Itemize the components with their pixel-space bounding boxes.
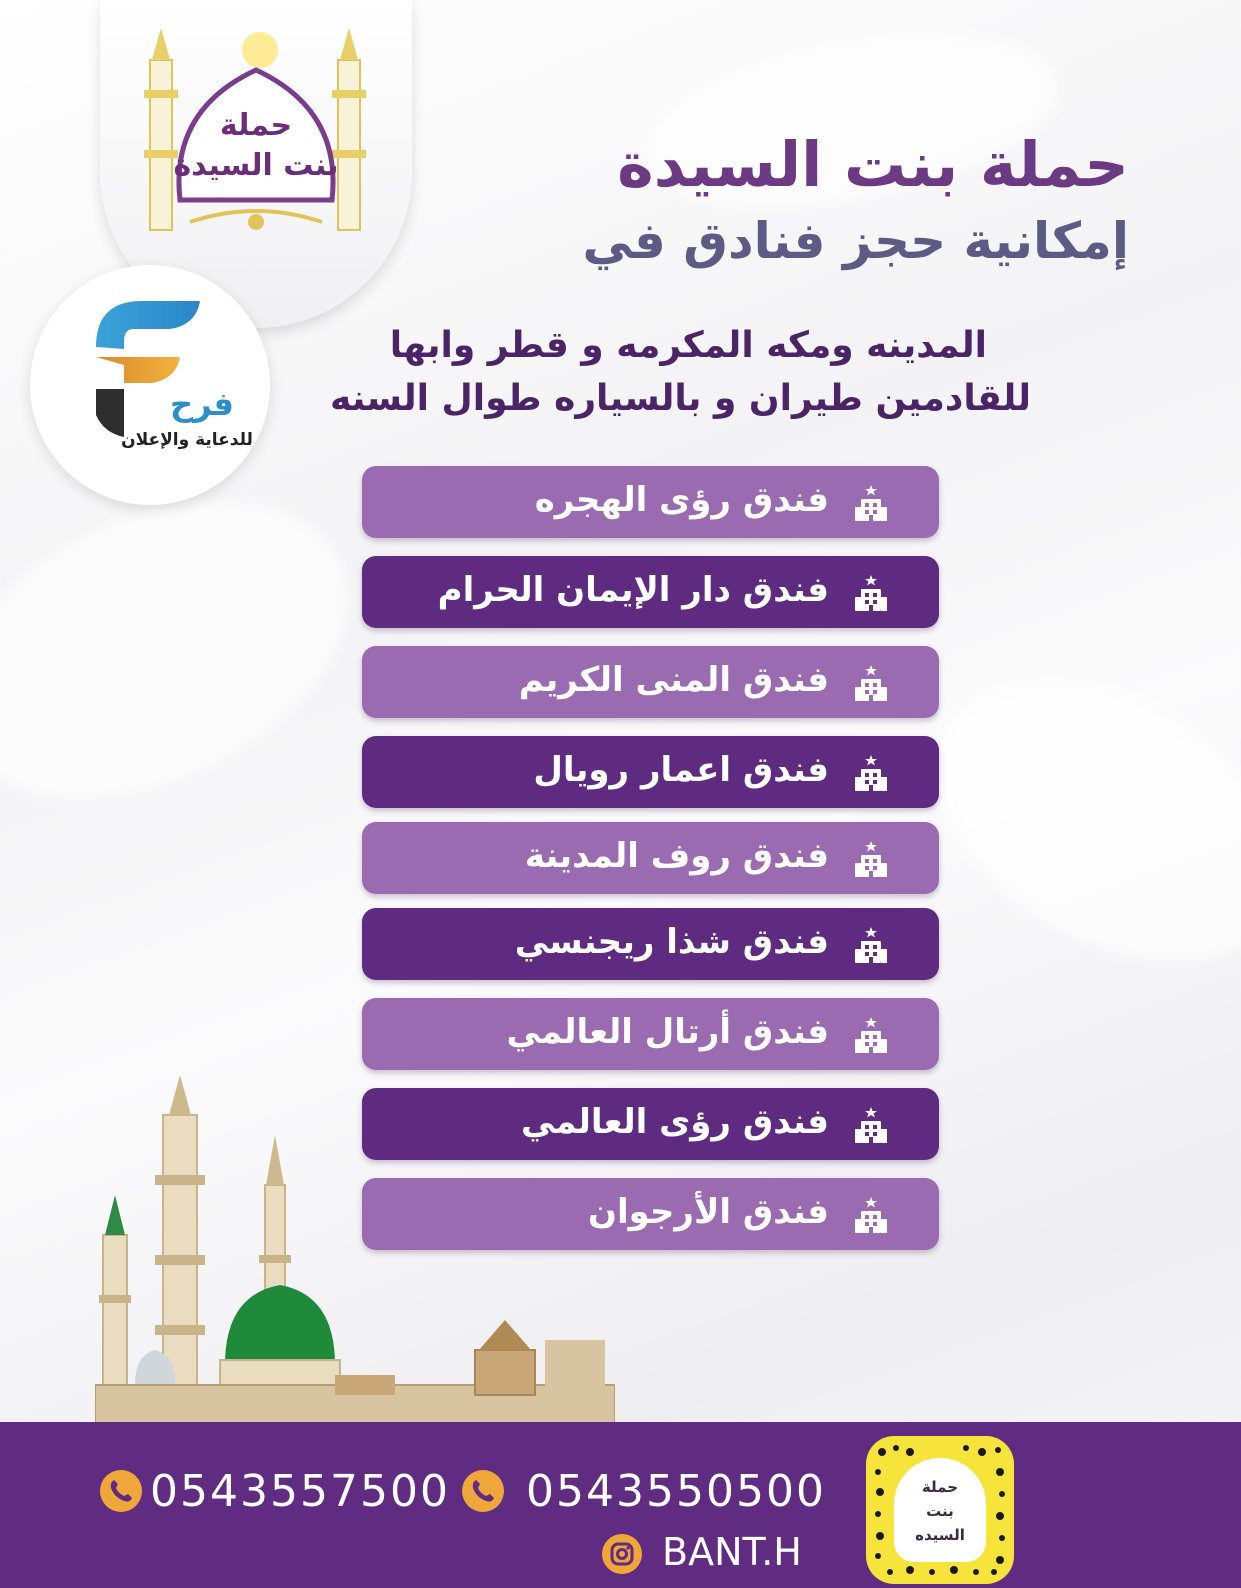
page-title: حملة بنت السيدة [617, 128, 1129, 201]
hotel-name: فندق رؤى الهجره [534, 480, 829, 520]
hotel-icon [851, 573, 891, 613]
hotel-icon [851, 753, 891, 793]
hotel-item [362, 466, 939, 538]
background-leaf [0, 443, 395, 856]
hotel-name: فندق المنى الكريم [518, 660, 829, 700]
farah-name: فرح [170, 385, 234, 423]
hotel-icon [851, 925, 891, 965]
phone-icon [462, 1470, 504, 1512]
destinations-line: المدينه ومكه المكرمه و قطر وابها [389, 325, 987, 366]
hotel-name: فندق دار الإيمان الحرام [437, 570, 829, 610]
hotel-name: فندق رؤى العالمي [520, 1102, 829, 1142]
snapchat-icon[interactable] [866, 1436, 1014, 1584]
hotel-name: فندق شذا ريجنسي [514, 922, 829, 962]
travel-modes-line: للقادمين طيران و بالسياره طوال السنه [329, 378, 1031, 419]
phone-number-2[interactable]: 0543550500 [526, 1466, 826, 1517]
farah-f-logo-icon [30, 265, 270, 505]
phone-handset-glyph [462, 1470, 504, 1512]
hotel-name: فندق روف المدينة [524, 836, 829, 876]
snapcode-text-1: حملة [921, 1478, 959, 1496]
logo-line-2: بنت السيدة [173, 148, 339, 183]
hotel-name: فندق الأرجوان [587, 1192, 829, 1232]
farah-tagline: للدعاية والإعلان [121, 430, 253, 450]
phone-icon [100, 1470, 142, 1512]
instagram-icon [602, 1534, 642, 1574]
hotel-icon [851, 839, 891, 879]
prophet-mosque-illustration [95, 1075, 615, 1425]
hotel-icon [851, 483, 891, 523]
farah-agency-badge [30, 265, 270, 505]
hotel-icon [851, 1105, 891, 1145]
hotel-item [362, 556, 939, 628]
snapcode-text-3: السيده [915, 1526, 965, 1544]
instagram-handle[interactable]: BANT.H [662, 1530, 802, 1574]
page-subtitle: إمكانية حجز فنادق في [582, 212, 1129, 270]
hotel-icon [851, 1195, 891, 1235]
hotel-icon [851, 663, 891, 703]
instagram-glyph [602, 1534, 642, 1574]
hotel-item [362, 908, 939, 980]
hotel-name: فندق اعمار رويال [533, 750, 829, 790]
hotel-item [362, 822, 939, 894]
hotel-icon [851, 1015, 891, 1055]
logo-line-1: حملة [219, 108, 293, 143]
footer-bar [0, 1422, 1241, 1588]
snapcode-text-2: بنت [926, 1502, 954, 1520]
hotel-item [362, 736, 939, 808]
hotel-item [362, 646, 939, 718]
phone-number-1[interactable]: 0543557500 [150, 1466, 450, 1517]
hotel-name: فندق أرتال العالمي [506, 1012, 829, 1052]
phone-handset-glyph [100, 1470, 142, 1512]
hotel-item [362, 998, 939, 1070]
